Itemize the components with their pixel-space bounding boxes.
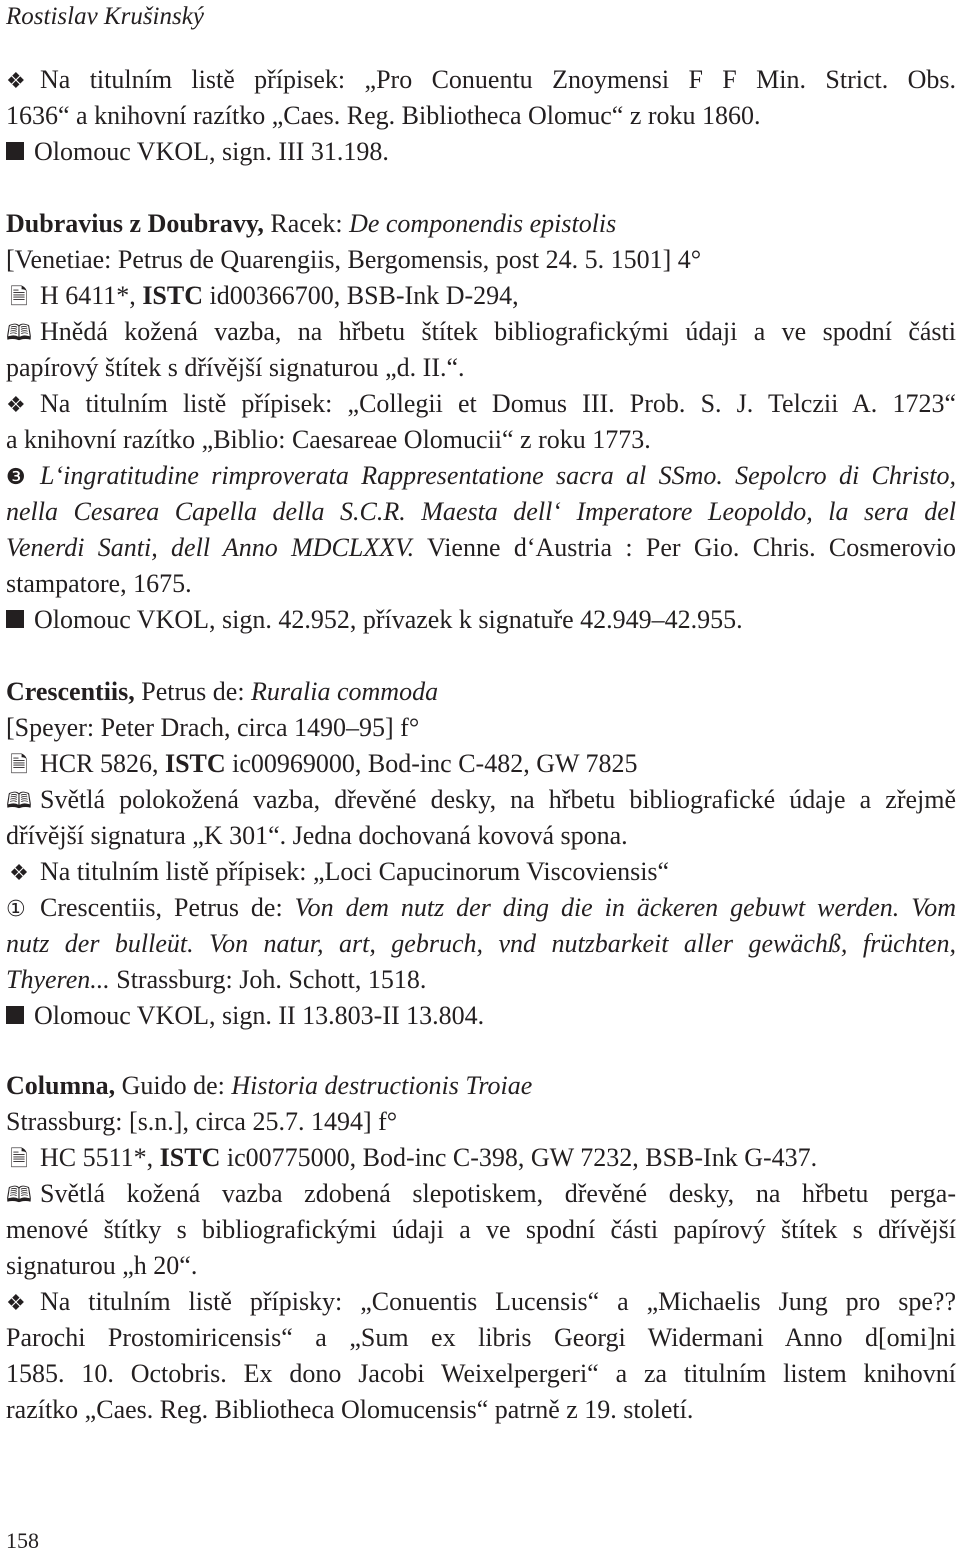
note-line: ❖ Na titulním listě přípisek: „Loci Capucinorum Viscoviensis“	[6, 854, 956, 890]
note-line: ❖ Na titulním listě přípisek: „Collegii et Domus III. Prob. S. J. Telczii A. 1723“	[6, 386, 956, 422]
location-line: Olomouc VKOL, sign. 42.952, přívazek k signatuře 42.949–42.955.	[6, 602, 956, 638]
diamond-flower-icon: ❖	[6, 393, 26, 418]
black-square-icon	[6, 1006, 24, 1024]
binding-line: 🕮 Světlá polokožená vazba, dřevěné desky, na hřbetu bibliografické údaje a zřejmě	[6, 782, 956, 818]
note-line: ❖ Na titulním listě přípisky: „Conuentis Lucensis“ a „Michaelis Jung pro spe??	[6, 1284, 956, 1320]
note-line: a knihovní razítko „Biblio: Caesareae Olomucii“ z roku 1773.	[6, 425, 651, 454]
open-book-icon: 🕮	[6, 789, 32, 814]
document-list-icon: 🗎	[10, 285, 28, 310]
bound-with-line: Thyeren... Strassburg: Joh. Schott, 1518.	[6, 965, 427, 994]
references-line: 🗎 HCR 5826, ISTC ic00969000, Bod-inc C-482, GW 7825	[6, 746, 956, 782]
bound-with-line: ① Crescentiis, Petrus de: Von dem nutz der ding die in äckeren gebuwt werden. Vom	[6, 890, 956, 926]
location-line: Olomouc VKOL, sign. III 31.198.	[6, 134, 956, 170]
document-list-icon: 🗎	[10, 753, 28, 778]
black-square-icon	[6, 142, 24, 160]
binding-line: 🕮 Hnědá kožená vazba, na hřbetu štítek bibliografickými údaji a ve spodní části	[6, 314, 956, 350]
note-line: ❖ Na titulním listě přípisek: „Pro Conuentu Znoymensi F F Min. Strict. Obs.	[6, 62, 956, 98]
open-book-icon: 🕮	[6, 321, 32, 346]
diamond-flower-icon: ❖	[6, 69, 26, 94]
binding-line: menové štítky s bibliografickými údaji a ve spodní části papírový štítek s dřívější	[6, 1215, 956, 1244]
diamond-flower-icon: ❖	[9, 861, 29, 886]
imprint-line: [Speyer: Peter Drach, circa 1490–95] f°	[6, 713, 420, 742]
entry-heading: Crescentiis, Petrus de: Ruralia commoda	[6, 677, 439, 706]
running-header-author: Rostislav Krušinský	[6, 3, 204, 30]
imprint-line: [Venetiae: Petrus de Quarengiis, Bergomensis, post 24. 5. 1501] 4°	[6, 245, 702, 274]
binding-line: dřívější signatura „K 301“. Jedna dochovaná kovová spona.	[6, 821, 628, 850]
note-line: 1636“ a knihovní razítko „Caes. Reg. Bibliotheca Olomuc“ z roku 1860.	[6, 101, 761, 130]
page-number: 158	[6, 1528, 39, 1553]
bound-with-line: ❸ L‘ingratitudine rimproverata Rappresentatione sacra al SSmo. Sepolcro di Christo,	[6, 458, 956, 494]
references-line: 🗎 H 6411*, ISTC id00366700, BSB-Ink D-294,	[6, 278, 956, 314]
entry-heading: Dubravius z Doubravy, Racek: De componendis epistolis	[6, 209, 617, 238]
bound-with-line: nutz der bulleüt. Von natur, art, gebruch, vnd nutzbarkeit aller gewächß, früchten,	[6, 929, 956, 958]
binding-line: signaturou „h 20“.	[6, 1251, 198, 1280]
open-book-icon: 🕮	[6, 1183, 32, 1208]
references-line: 🗎 HC 5511*, ISTC ic00775000, Bod-inc C-398, GW 7232, BSB-Ink G-437.	[6, 1140, 956, 1176]
black-square-icon	[6, 610, 24, 628]
bound-with-line: Venerdi Santi, dell Anno MDCLXXV. Vienne d‘Austria : Per Gio. Chris. Cosmerovio	[6, 533, 956, 562]
document-list-icon: 🗎	[10, 1147, 28, 1172]
location-line: Olomouc VKOL, sign. II 13.803-II 13.804.	[6, 998, 956, 1034]
imprint-line: Strassburg: [s.n.], circa 25.7. 1494] f°	[6, 1107, 398, 1136]
note-line: Parochi Prostomiricensis“ a „Sum ex libris Georgi Widermani Anno d[omi]ni	[6, 1323, 956, 1352]
bound-with-line: nella Cesarea Capella della S.C.R. Maesta dell‘ Imperatore Leopoldo, la sera del	[6, 497, 956, 526]
binding-line: 🕮 Světlá kožená vazba zdobená slepotiskem, dřevěné desky, na hřbetu perga-	[6, 1176, 956, 1212]
note-line: razítko „Caes. Reg. Bibliotheca Olomucensis“ patrně z 19. století.	[6, 1395, 694, 1424]
note-line: 1585. 10. Octobris. Ex dono Jacobi Weixelpergeri“ a za titulním listem knihovní	[6, 1359, 956, 1388]
entry-heading: Columna, Guido de: Historia destructionis Troiae	[6, 1071, 533, 1100]
circled-number-one-icon: ①	[6, 897, 26, 922]
diamond-flower-icon: ❖	[6, 1291, 26, 1316]
bound-with-line: stampatore, 1675.	[6, 569, 192, 598]
binding-line: papírový štítek s dřívější signaturou „d. II.“.	[6, 353, 465, 382]
circled-number-three-icon: ❸	[6, 465, 26, 490]
